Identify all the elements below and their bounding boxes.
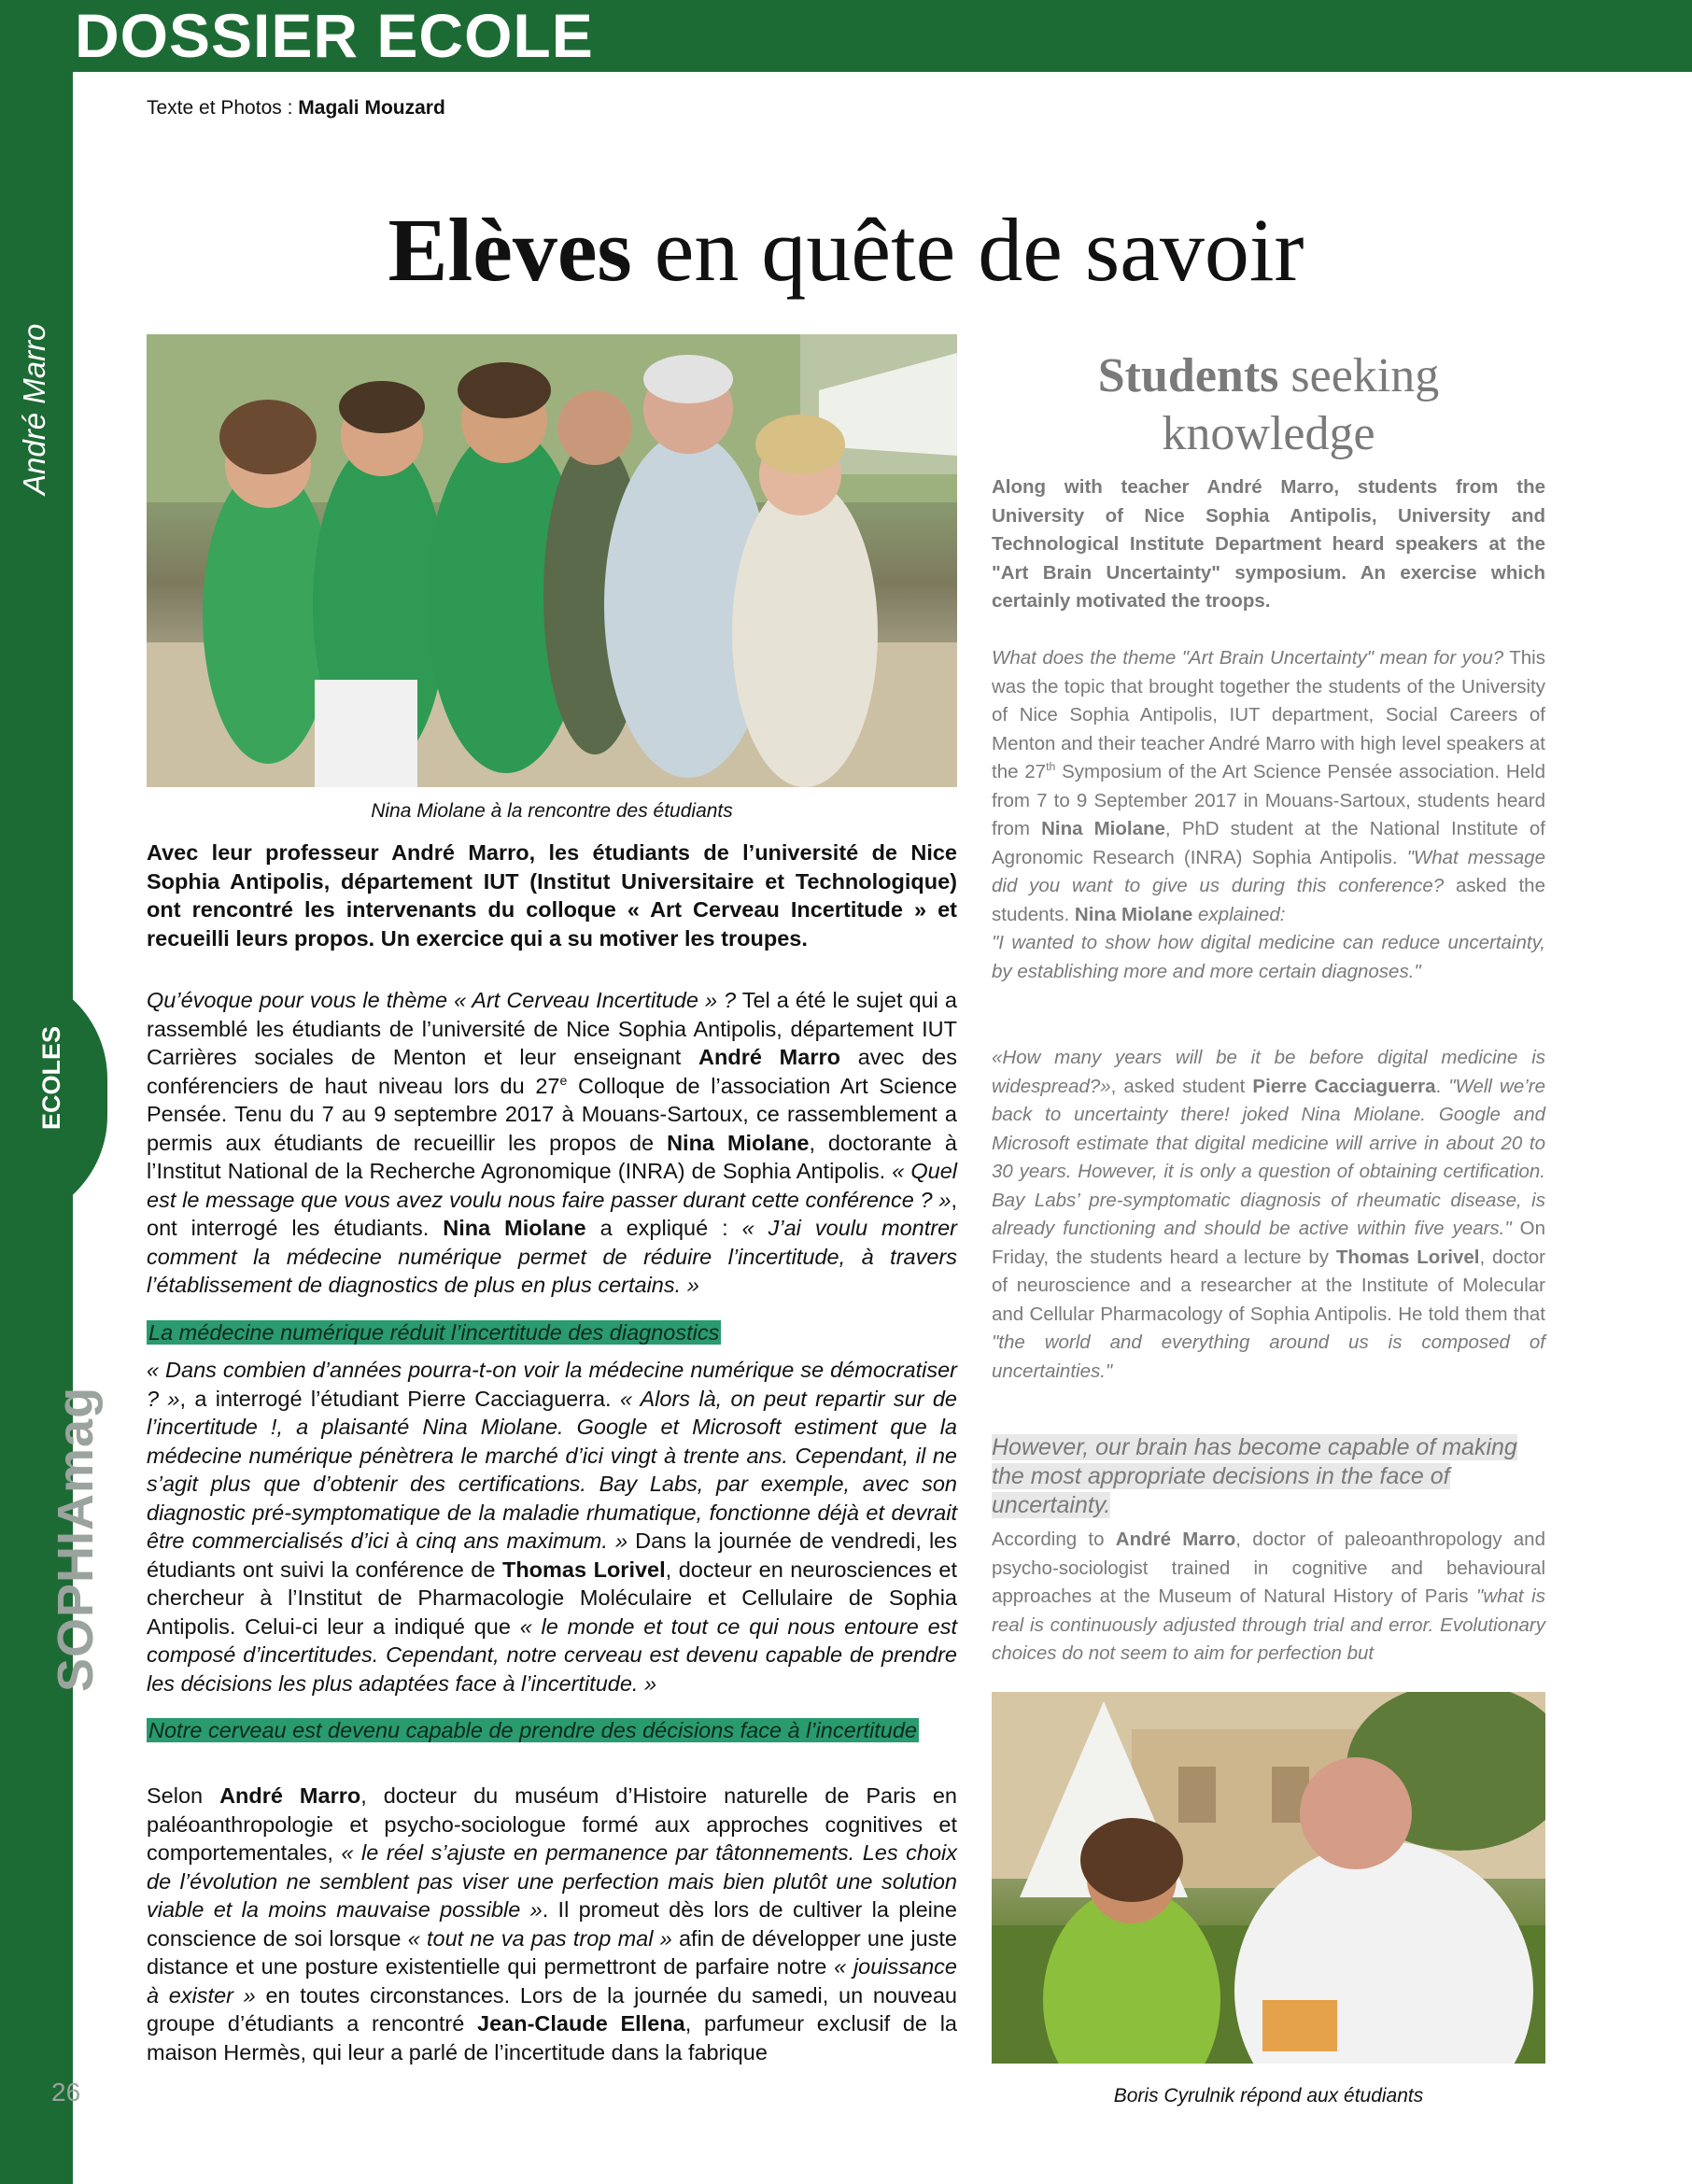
en-p1-text-j: explained:	[1192, 903, 1286, 925]
en-p2-text-b: , asked student	[1110, 1075, 1253, 1097]
en-p2-name-cacciaguerra: Pierre Cacciaguerra	[1252, 1075, 1436, 1097]
fr-p1-name-miolane-2: Nina Miolane	[443, 1216, 586, 1240]
en-p1-quote-2: "I wanted to show how digital medicine can reduce uncertainty, by establishing more and more certain diagnoses."	[992, 932, 1545, 982]
fr-p1-quote-2: « J’ai voulu montrer comment la médecine numérique permet de réduire l’incertitude, à travers l’établissement de diagnostics de plus en plus certains. »	[147, 1216, 957, 1297]
byline-author: Magali Mouzard	[298, 97, 445, 119]
fr-p2-question: « Dans combien d’années pourra-t-on voir la médecine numérique se démocratiser ? »	[147, 1358, 957, 1411]
en-paragraph-3	[992, 1526, 1545, 1669]
en-paragraph-1	[992, 644, 1545, 986]
fr-p3-quote-1: « le réel s’ajuste en permanence par tâtonnements. Les choix de l’évolution ne semblent pas viser une perfection mais bien plutôt une solution viable et la moins mauvaise possible »	[147, 1840, 957, 1922]
fr-p2-quote-2: « le monde et tout ce qui nous entoure est composé d’incertitudes. Cependant, notre cerveau est devenu capable de prendre les décisions les plus adaptées face à l’incertitude. »	[147, 1613, 957, 1696]
fr-p1-text-d: avec des conférenciers de haut niveau lors du 27	[147, 1045, 958, 1098]
fr-paragraph-3	[147, 1782, 957, 2066]
en-p2-text-d: .	[1435, 1075, 1449, 1097]
title-en-bold: Students	[1097, 349, 1279, 402]
en-p1-name-miolane-2: Nina Miolane	[1074, 903, 1193, 925]
fr-p3-name-marro: André Marro	[219, 1783, 361, 1808]
en-p2-question: «How many years will be it be before digital medicine is widespread?»	[992, 1047, 1545, 1097]
fr-paragraph-2	[147, 1356, 957, 1698]
cyrulnik-photo	[992, 1692, 1545, 2064]
title-fr-bold: Elèves	[388, 200, 632, 300]
fr-subheading-2-text: Notre cerveau est devenu capable de prendre des décisions face à l’incertitude	[148, 1718, 918, 1742]
en-p1-text-f: , PhD student at the National Institute of Agronomic Research (INRA) Sophia Antipolis.	[992, 818, 1546, 868]
section-title: DOSSIER ECOLE	[75, 1, 594, 70]
group-photo-illustration	[147, 334, 957, 787]
fr-p3-text-a: Selon	[147, 1783, 220, 1808]
fr-subheading-2	[147, 1716, 957, 1745]
fr-p1-name-marro: André Marro	[698, 1045, 840, 1069]
page-number: 26	[51, 2078, 81, 2107]
fr-p2-text-b: , a interrogé l’étudiant Pierre Cacciaguerra.	[179, 1386, 620, 1411]
en-p2-quote-2: "the world and everything around us is composed of uncertainties."	[992, 1332, 1545, 1382]
group-photo	[147, 334, 957, 787]
fr-p1-text-b: Tel a été le sujet qui a rassemblé les étudiants de l’université de Nice Sophia Antipolis, département IUT Carrières sociales de Menton et leur enseignant	[147, 988, 957, 1069]
en-p1-text-b: This was the topic that brought together the students of the University of Nice Sophia Antipolis, IUT department, Social Careers of Menton and their teacher André Marro with high level speakers at the 27	[992, 647, 1545, 782]
fr-p2-text-d: Dans la journée de vendredi, les étudiants ont suivi la conférence de	[147, 1529, 957, 1582]
fr-p3-text-g: afin de développer une juste distance et une posture existentielle qui permettront de parfaire notre	[147, 1925, 957, 1979]
fr-p1-name-miolane: Nina Miolane	[667, 1130, 810, 1155]
en-p3-name-marro: André Marro	[1115, 1529, 1236, 1550]
fr-p1-text-h: , doctorante à l’Institut National de la Recherche Agronomique (INRA) de Sophia Antipolis.	[147, 1130, 957, 1183]
cyrulnik-photo-illustration	[992, 1692, 1545, 2064]
fr-subheading-1-text: La médecine numérique réduit l’incertitude des diagnostics	[148, 1320, 720, 1345]
en-lead-paragraph: Along with teacher André Marro, students from the University of Nice Sophia Antipolis, University and Technological Institute Department heard speakers at the "Art Brain Uncertainty" symposium. An exercise which certainly motivated the troops.	[992, 476, 1545, 612]
en-subheading-text: However, our brain has become capable of making the most appropriate decisions in the face of uncertainty.	[992, 1434, 1517, 1518]
en-p2-text-h: , doctor of neuroscience and a researcher at the Institute of Molecular and Cellular Pharmacology of Sophia Antipolis. He told them that	[992, 1246, 1545, 1325]
en-p3-quote: "what is real is continuously adjusted through trial and error. Evolutionary choices do not seem to aim for perfection but	[992, 1585, 1545, 1664]
byline-prefix: Texte et Photos :	[147, 97, 299, 119]
en-p2-text-f: On Friday, the students heard a lecture by	[992, 1218, 1546, 1268]
fr-p1-quote-1: « Quel est le message que vous avez voulu nous faire passer durant cette conférence ? »	[147, 1159, 957, 1212]
en-p1-name-miolane: Nina Miolane	[1041, 818, 1165, 839]
fr-p2-text-f: , docteur en neurosciences et chercheur à l’Institut de Pharmacologie Moléculaire et Cellulaire de Sophia Antipolis. Celui-ci leur a indiqué que	[147, 1557, 957, 1639]
fr-p1-text-j: , ont interrogé les étudiants.	[147, 1187, 957, 1240]
en-p3-text-c: , doctor of paleoanthropology and psycho-sociologist trained in cognitive and behavioural approaches at the Museum of Natural History of Paris	[992, 1529, 1545, 1607]
article-title-fr	[0, 198, 1692, 302]
fr-lead-paragraph: Avec leur professeur André Marro, les étudiants de l’université de Nice Sophia Antipolis, département IUT (Institut Universitaire et Technologique) ont rencontré les intervenants du colloque « Art Cerveau Incertitude » et recueilli leurs propos. Un exercice qui a su motiver les troupes.	[147, 840, 957, 951]
fr-p1-sup: e	[559, 1072, 568, 1088]
fr-p3-text-e: . Il promeut dès lors de cultiver la pleine conscience de soi lorsque	[147, 1897, 958, 1951]
title-en-rest: seeking knowledge	[1162, 349, 1440, 460]
fr-p3-quote-2: « tout ne va pas trop mal »	[407, 1925, 672, 1951]
en-p3-text-a: According to	[992, 1529, 1116, 1550]
fr-p3-name-ellena: Jean-Claude Ellena	[477, 2011, 685, 2036]
byline	[147, 97, 445, 120]
en-p1-question: What does the theme "Art Brain Uncertainty" mean for you?	[992, 647, 1504, 669]
fr-p1-text-f: Colloque de l’association Art Science Pensée. Tenu du 7 au 9 septembre 2017 à Mouans-Sartoux, ce rassemblement a permis aux étudiants de recueillir les propos de	[147, 1073, 957, 1155]
fr-p2-quote: « Alors là, on peut repartir sur de l’incertitude !, a plaisanté Nina Miolane. Google et Microsoft estiment que la médecine numérique pénètrera le marché d’ici vingt à trente ans. Cependant, il ne s’agit plus que d’obtenir des certifications. Bay Labs, par exemple, avec son diagnostic pré-symptomatique de la maladie rhumatique, fonctionne déjà et devrait être commercialisés d’ici à cinq ans maximum. »	[147, 1386, 957, 1553]
fr-p1-question: Qu’évoque pour vous le thème « Art Cerveau Incertitude » ?	[147, 988, 737, 1012]
en-p1-sup: th	[1046, 760, 1056, 774]
fr-p3-text-k: , parfumeur exclusif de la maison Hermès, qui leur a parlé de l’incertitude dans la fabrique	[147, 2011, 958, 2064]
en-p1-text-d: Symposium of the Art Science Pensée association. Held from 7 to 9 September 2017 in Mouans-Sartoux, students heard from	[992, 761, 1545, 839]
en-subheading	[992, 1433, 1545, 1520]
fr-p3-text-c: , docteur du muséum d’Histoire naturelle de Paris en paléoanthropologie et psycho-sociologue formé aux approches cognitives et comportementales,	[147, 1783, 958, 1865]
fr-paragraph-1	[147, 986, 957, 1300]
magazine-logo: SOPHIAmag	[48, 1386, 104, 1692]
fr-p3-quote-3: « jouissance à exister »	[147, 1954, 957, 2008]
fr-p3-text-i: en toutes circonstances. Lors de la journée du samedi, un nouveau groupe d’étudiants a rencontré	[147, 1982, 957, 2036]
fr-p1-text-l: a expliqué :	[585, 1216, 742, 1240]
en-p2-name-lorivel: Thomas Lorivel	[1335, 1246, 1480, 1268]
sidebar-vertical-name: André Marro	[17, 323, 51, 495]
article-title-en	[992, 347, 1545, 463]
photo-caption-1: Nina Miolane à la rencontre des étudiants	[371, 800, 733, 822]
title-fr-rest: en quête de savoir	[631, 200, 1304, 300]
en-p2-quote: "Well we’re back to uncertainty there! joked Nina Miolane. Google and Microsoft estimate that digital medicine will arrive in about 20 to 30 years. However, it is only a question of obtaining certification. Bay Labs’ pre-symptomatic diagnosis of rheumatic disease, is already functioning and should be active within five years."	[992, 1075, 1546, 1239]
section-tab-label: ECOLES	[37, 1025, 65, 1130]
en-p1-text-h: asked the students.	[992, 875, 1545, 925]
en-p1-quote-1: "What message did you want to give us during this conference?	[992, 846, 1545, 896]
fr-subheading-1	[147, 1318, 957, 1347]
photo-caption-2: Boris Cyrulnik répond aux étudiants	[1113, 2085, 1424, 2107]
fr-p2-name-lorivel: Thomas Lorivel	[501, 1557, 666, 1582]
en-paragraph-2	[992, 1044, 1545, 1386]
